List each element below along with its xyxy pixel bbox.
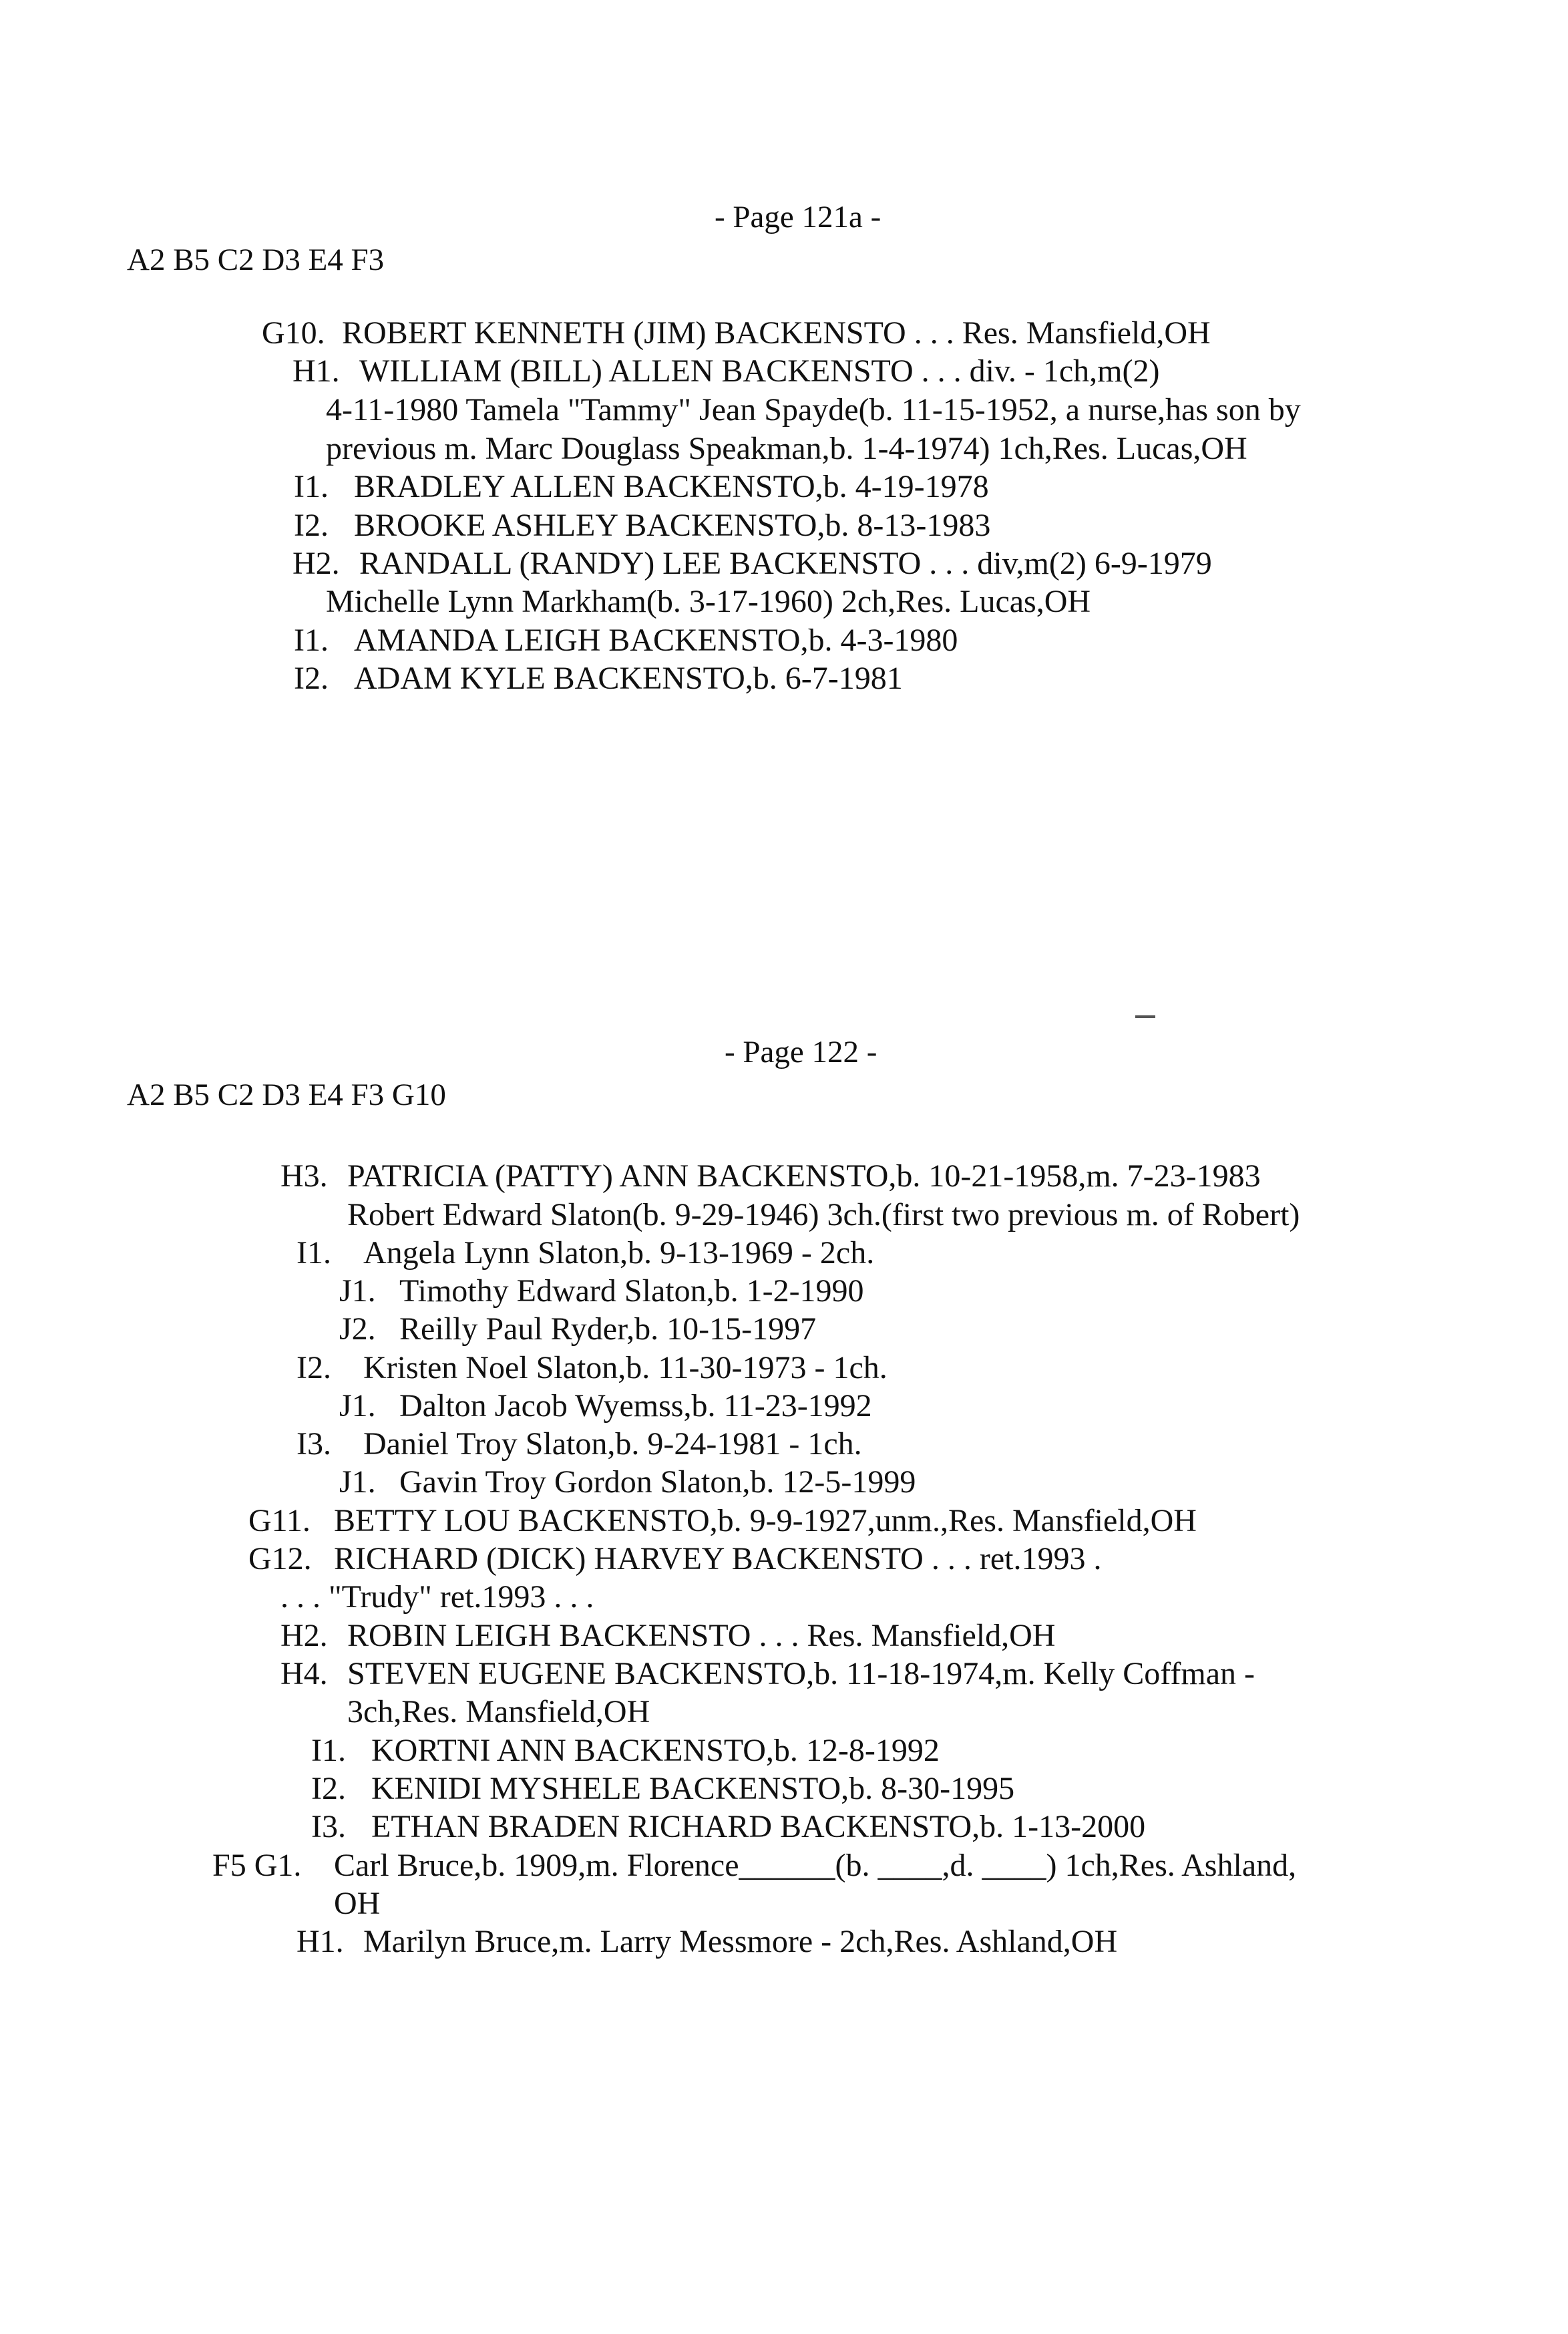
entry-continuation: 4-11-1980 Tamela "Tammy" Jean Spayde(b. 11-15-1952, a nurse,has son by xyxy=(326,392,1301,428)
entry-text: WILLIAM (BILL) ALLEN BACKENSTO . . . div. - 1ch,m(2) xyxy=(359,353,1160,389)
generation-code: G12. xyxy=(248,1541,312,1576)
generation-code: I1. xyxy=(294,623,329,658)
entry-text: PATRICIA (PATTY) ANN BACKENSTO,b. 10-21-1958,m. 7-23-1983 xyxy=(347,1158,1261,1194)
entry-text: BROOKE ASHLEY BACKENSTO,b. 8-13-1983 xyxy=(354,508,991,543)
lineage-header-122: A2 B5 C2 D3 E4 F3 G10 xyxy=(127,1077,446,1112)
entry-text: ADAM KYLE BACKENSTO,b. 6-7-1981 xyxy=(354,661,903,696)
entry-text: Angela Lynn Slaton,b. 9-13-1969 - 2ch. xyxy=(363,1235,875,1271)
generation-code: J1. xyxy=(339,1388,376,1424)
generation-code: I1. xyxy=(294,469,329,504)
generation-code: F5 G1. xyxy=(212,1848,302,1883)
page-number-121a: - Page 121a - xyxy=(715,200,881,234)
generation-code: G11. xyxy=(248,1503,311,1538)
entry-continuation: OH xyxy=(334,1886,381,1921)
entry-text: BRADLEY ALLEN BACKENSTO,b. 4-19-1978 xyxy=(354,469,989,504)
list-item xyxy=(292,548,1212,580)
generation-code: J1. xyxy=(339,1273,376,1309)
list-item xyxy=(297,1237,874,1269)
list-item xyxy=(339,1466,916,1498)
entry-text: ROBERT KENNETH (JIM) BACKENSTO . . . Res. Mansfield,OH xyxy=(342,315,1211,351)
entry-text: Kristen Noel Slaton,b. 11-30-1973 - 1ch. xyxy=(363,1350,888,1385)
scan-mark xyxy=(1135,1015,1155,1018)
generation-code: I3. xyxy=(297,1426,331,1462)
entry-continuation: Robert Edward Slaton(b. 9-29-1946) 3ch.(first two previous m. of Robert) xyxy=(347,1197,1300,1232)
list-item xyxy=(294,510,990,542)
page-number-122: - Page 122 - xyxy=(725,1035,877,1069)
entry-text: BETTY LOU BACKENSTO,b. 9-9-1927,unm.,Res. Mansfield,OH xyxy=(334,1503,1197,1538)
entry-text: Carl Bruce,b. 1909,m. Florence______(b. ____,d. ____) 1ch,Res. Ashland, xyxy=(334,1848,1297,1883)
generation-code: J2. xyxy=(339,1311,376,1347)
entry-text: Gavin Troy Gordon Slaton,b. 12-5-1999 xyxy=(399,1464,916,1500)
entry-text: Reilly Paul Ryder,b. 10-15-1997 xyxy=(399,1311,817,1347)
entry-text: RANDALL (RANDY) LEE BACKENSTO . . . div,m(2) 6-9-1979 xyxy=(359,546,1212,581)
entry-continuation: previous m. Marc Douglass Speakman,b. 1-4-1974) 1ch,Res. Lucas,OH xyxy=(326,431,1247,466)
list-item xyxy=(311,1773,1014,1805)
generation-code: H1. xyxy=(292,353,340,389)
generation-code: I1. xyxy=(311,1733,346,1768)
list-item xyxy=(294,663,903,695)
entry-text: AMANDA LEIGH BACKENSTO,b. 4-3-1980 xyxy=(354,623,958,658)
generation-code: I1. xyxy=(297,1235,331,1271)
entry-continuation: 3ch,Res. Mansfield,OH xyxy=(347,1694,650,1729)
entry-continuation: . . . "Trudy" ret.1993 . . . xyxy=(280,1579,594,1615)
list-item xyxy=(339,1313,816,1345)
generation-code: I2. xyxy=(294,661,329,696)
list-item xyxy=(280,1620,1055,1652)
list-item xyxy=(248,1505,1197,1537)
list-item xyxy=(280,1658,1255,1690)
list-item xyxy=(339,1275,864,1307)
list-item xyxy=(292,355,1159,387)
list-item xyxy=(280,1160,1261,1192)
generation-code: I3. xyxy=(311,1809,346,1844)
generation-code: I2. xyxy=(311,1771,346,1806)
generation-code: J1. xyxy=(339,1464,376,1500)
entry-text: Marilyn Bruce,m. Larry Messmore - 2ch,Res. Ashland,OH xyxy=(363,1924,1118,1959)
list-item xyxy=(297,1926,1117,1958)
entry-text: KORTNI ANN BACKENSTO,b. 12-8-1992 xyxy=(371,1733,940,1768)
generation-code: G10. xyxy=(262,315,325,351)
list-item xyxy=(294,471,989,503)
entry-text: Daniel Troy Slaton,b. 9-24-1981 - 1ch. xyxy=(363,1426,862,1462)
list-item xyxy=(311,1811,1145,1843)
generation-code: I2. xyxy=(297,1350,331,1385)
entry-text: STEVEN EUGENE BACKENSTO,b. 11-18-1974,m. Kelly Coffman - xyxy=(347,1656,1255,1691)
list-item xyxy=(248,1543,1101,1575)
entry-text: Dalton Jacob Wyemss,b. 11-23-1992 xyxy=(399,1388,872,1424)
list-item xyxy=(297,1352,888,1384)
entry-text: ETHAN BRADEN RICHARD BACKENSTO,b. 1-13-2000 xyxy=(371,1809,1146,1844)
list-item xyxy=(297,1428,862,1460)
list-item xyxy=(311,1735,940,1767)
entry-text: ROBIN LEIGH BACKENSTO . . . Res. Mansfield,OH xyxy=(347,1618,1056,1653)
generation-code: H4. xyxy=(280,1656,328,1691)
generation-code: H2. xyxy=(280,1618,328,1653)
entry-text: Timothy Edward Slaton,b. 1-2-1990 xyxy=(399,1273,864,1309)
list-item xyxy=(212,1850,1296,1882)
list-item xyxy=(262,317,1211,349)
generation-code: H2. xyxy=(292,546,340,581)
lineage-header-121a: A2 B5 C2 D3 E4 F3 xyxy=(127,242,385,277)
generation-code: H1. xyxy=(297,1924,344,1959)
list-item xyxy=(339,1390,872,1422)
entry-continuation: Michelle Lynn Markham(b. 3-17-1960) 2ch,Res. Lucas,OH xyxy=(326,584,1091,619)
generation-code: I2. xyxy=(294,508,329,543)
list-item xyxy=(294,625,958,657)
entry-text: RICHARD (DICK) HARVEY BACKENSTO . . . ret.1993 . xyxy=(334,1541,1102,1576)
generation-code: H3. xyxy=(280,1158,328,1194)
entry-text: KENIDI MYSHELE BACKENSTO,b. 8-30-1995 xyxy=(371,1771,1015,1806)
